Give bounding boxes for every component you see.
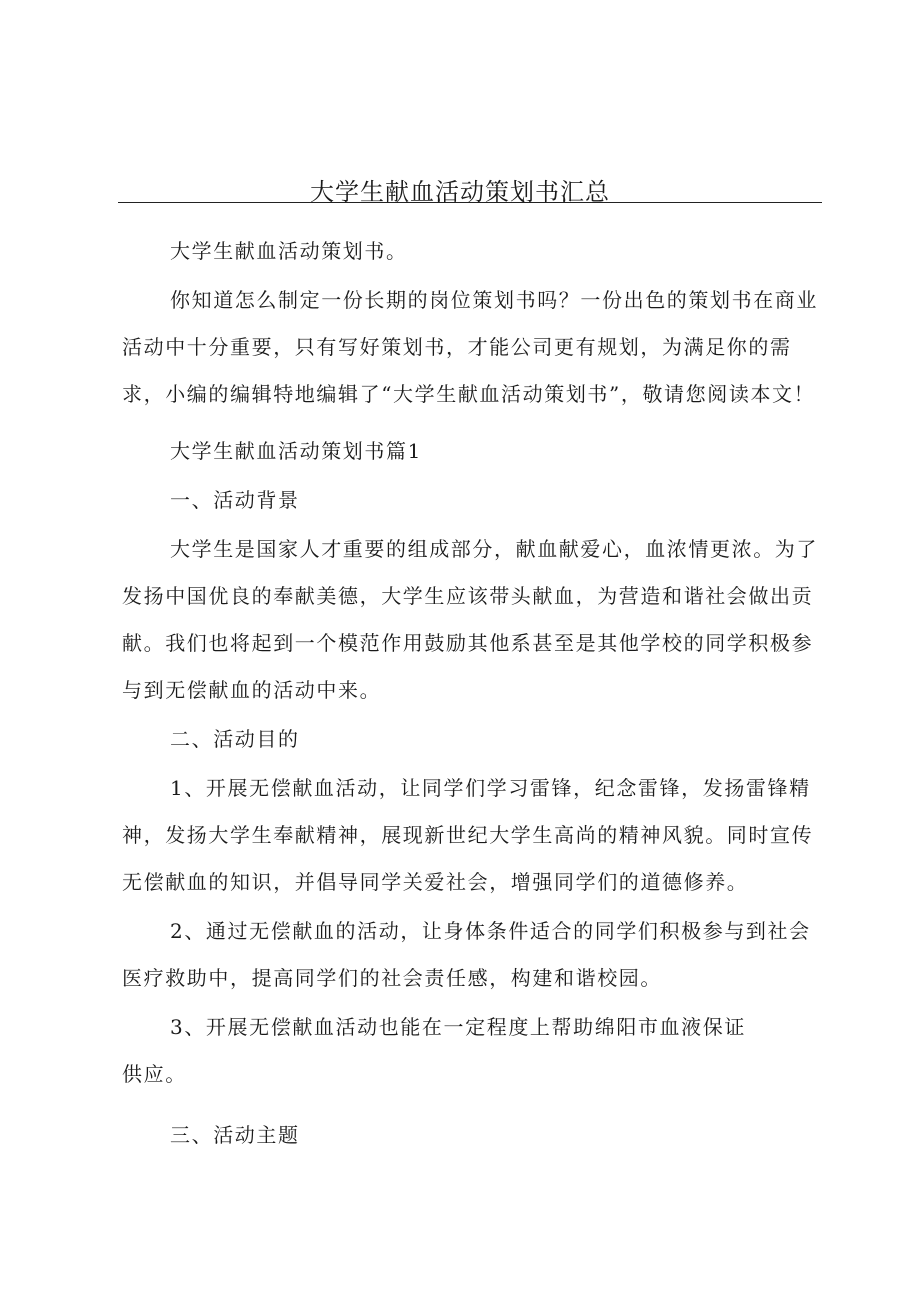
document-title: 大学生献血活动策划书汇总 — [310, 178, 610, 206]
section-heading-part1: 大学生献血活动策划书篇1 — [170, 439, 422, 463]
title-underline — [118, 202, 822, 203]
intro-line: 大学生献血活动策划书。 — [170, 239, 408, 263]
paragraph-background: 大学生是国家人才重要的组成部分，献血献爱心，血浓情更浓。为了发扬中国优良的奉献美德，大学生应该带头献血，为营造和谐社会做出贡献。我们也将起到一个模范作用鼓励其他系甚至是其他学校的同学积极参与到无偿献血的活动中来。 — [122, 537, 818, 702]
purpose-item-2: 2、通过无偿献血的活动，让身体条件适合的同学们积极参与到社会医疗救助中，提高同学们的社会责任感，构建和谐校园。 — [122, 919, 811, 990]
purpose-item-1: 1、开展无偿献血活动，让同学们学习雷锋，纪念雷锋，发扬雷锋精神，发扬大学生奉献精神，展现新世纪大学生高尚的精神风貌。同时宣传无偿献血的知识，并倡导同学关爱社会，增强同学们的道德修养。 — [122, 776, 814, 894]
document-body — [122, 228, 822, 1159]
purpose-item-3-continued: 供应。 — [122, 1062, 187, 1086]
heading-background: 一、活动背景 — [170, 488, 300, 512]
heading-purpose: 二、活动目的 — [170, 727, 300, 751]
intro-paragraph: 你知道怎么制定一份长期的岗位策划书吗？一份出色的策划书在商业活动中十分重要，只有写好策划书，才能公司更有规划，为满足你的需求，小编的编辑特地编辑了“大学生献血活动策划书”，敬请您阅读本文！ — [122, 288, 818, 406]
heading-theme: 三、活动主题 — [170, 1123, 300, 1147]
purpose-item-3: 3、开展无偿献血活动也能在一定程度上帮助绵阳市血液保证 — [170, 1015, 746, 1039]
